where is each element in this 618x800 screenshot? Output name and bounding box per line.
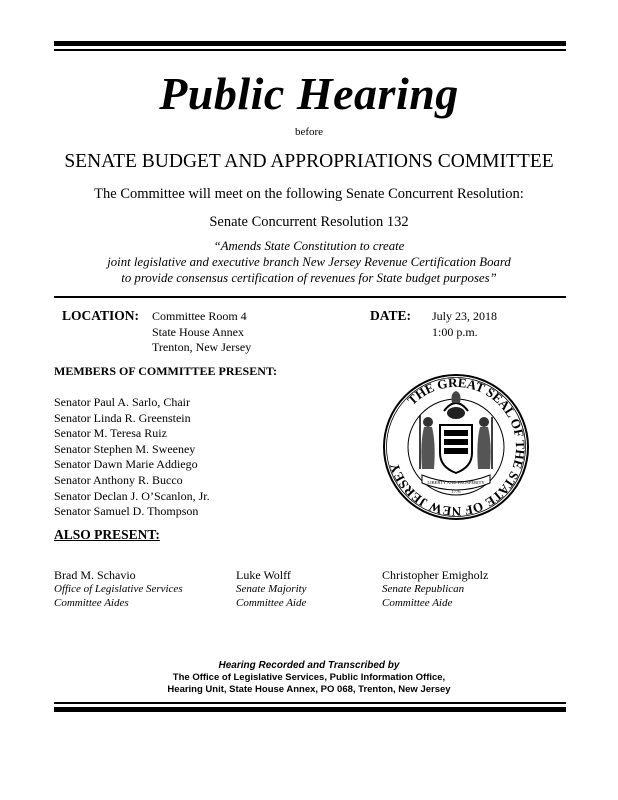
seal-year-text: 1776 xyxy=(451,489,461,494)
page-title: Public Hearing xyxy=(159,68,459,119)
top-rule-thin xyxy=(54,49,566,51)
member-item: Senator M. Teresa Ruiz xyxy=(54,426,167,441)
location-line: Committee Room 4 xyxy=(152,309,247,323)
date-line: July 23, 2018 xyxy=(432,309,498,323)
member-item: Senator Linda R. Greenstein xyxy=(54,410,191,425)
footer-line: The Office of Legislative Services, Public Information Office, xyxy=(172,672,446,683)
resolution-number: Senate Concurrent Resolution 132 xyxy=(209,214,409,230)
member-item: Senator Anthony R. Bucco xyxy=(54,472,183,487)
before-label: before xyxy=(294,126,324,138)
footer-line: Hearing Unit, State House Annex, PO 068, Trenton, New Jersey xyxy=(167,684,451,695)
seal-banner-text: LIBERTY AND PROSPERITY xyxy=(427,480,485,485)
aide-entry xyxy=(54,568,183,610)
description-line: “Amends State Constitution to create xyxy=(213,239,405,253)
member-item: Senator Declan J. O’Scanlon, Jr. xyxy=(54,488,210,503)
aide-name: Brad M. Schavio xyxy=(54,568,136,582)
aide-org: Senate Majority xyxy=(236,583,307,595)
member-item: Senator Dawn Marie Addiego xyxy=(54,457,198,472)
members-list xyxy=(54,395,210,520)
aide-org: Senate Republican xyxy=(382,583,465,595)
aide-role: Committee Aides xyxy=(54,597,129,609)
aide-name: Christopher Emigholz xyxy=(382,568,489,582)
aide-entry xyxy=(382,568,488,610)
member-item: Senator Paul A. Sarlo, Chair xyxy=(54,395,190,409)
bottom-rule-thick xyxy=(54,707,566,712)
location-line: Trenton, New Jersey xyxy=(152,340,252,354)
date-label: DATE: xyxy=(370,308,412,323)
members-heading: MEMBERS OF COMMITTEE PRESENT: xyxy=(54,364,278,378)
meeting-line: The Committee will meet on the following Senate Concurrent Resolution: xyxy=(94,186,524,202)
date-line: 1:00 p.m. xyxy=(432,324,478,339)
aide-entry xyxy=(236,568,307,610)
bottom-rule-thin xyxy=(54,702,566,704)
aide-name: Luke Wolff xyxy=(236,568,291,582)
location-line: State House Annex xyxy=(152,324,244,339)
resolution-description xyxy=(0,238,618,286)
location-value xyxy=(152,309,251,356)
aide-role: Committee Aide xyxy=(382,597,453,609)
location-label: LOCATION: xyxy=(62,308,140,323)
also-present-heading: ALSO PRESENT: xyxy=(54,527,160,542)
seal-ring-textpath: THE GREAT SEAL OF THE STATE OF NEW JERSEY xyxy=(386,374,529,520)
footer-line: Hearing Recorded and Transcribed by xyxy=(218,660,400,671)
committee-name: SENATE BUDGET AND APPROPRIATIONS COMMITTEE xyxy=(64,151,554,172)
member-item: Senator Stephen M. Sweeney xyxy=(54,441,196,456)
transcription-footer xyxy=(0,660,618,696)
section-divider xyxy=(54,296,566,298)
top-rule-thick xyxy=(54,41,566,46)
aide-role: Committee Aide xyxy=(236,597,307,609)
aide-org: Office of Legislative Services xyxy=(54,583,183,595)
state-seal-icon xyxy=(382,373,530,521)
date-value xyxy=(432,309,497,340)
member-item: Senator Samuel D. Thompson xyxy=(54,504,199,519)
description-line: joint legislative and executive branch New Jersey Revenue Certification Board xyxy=(107,255,511,269)
description-line: to provide consensus certification of revenues for State budget purposes” xyxy=(121,271,497,285)
